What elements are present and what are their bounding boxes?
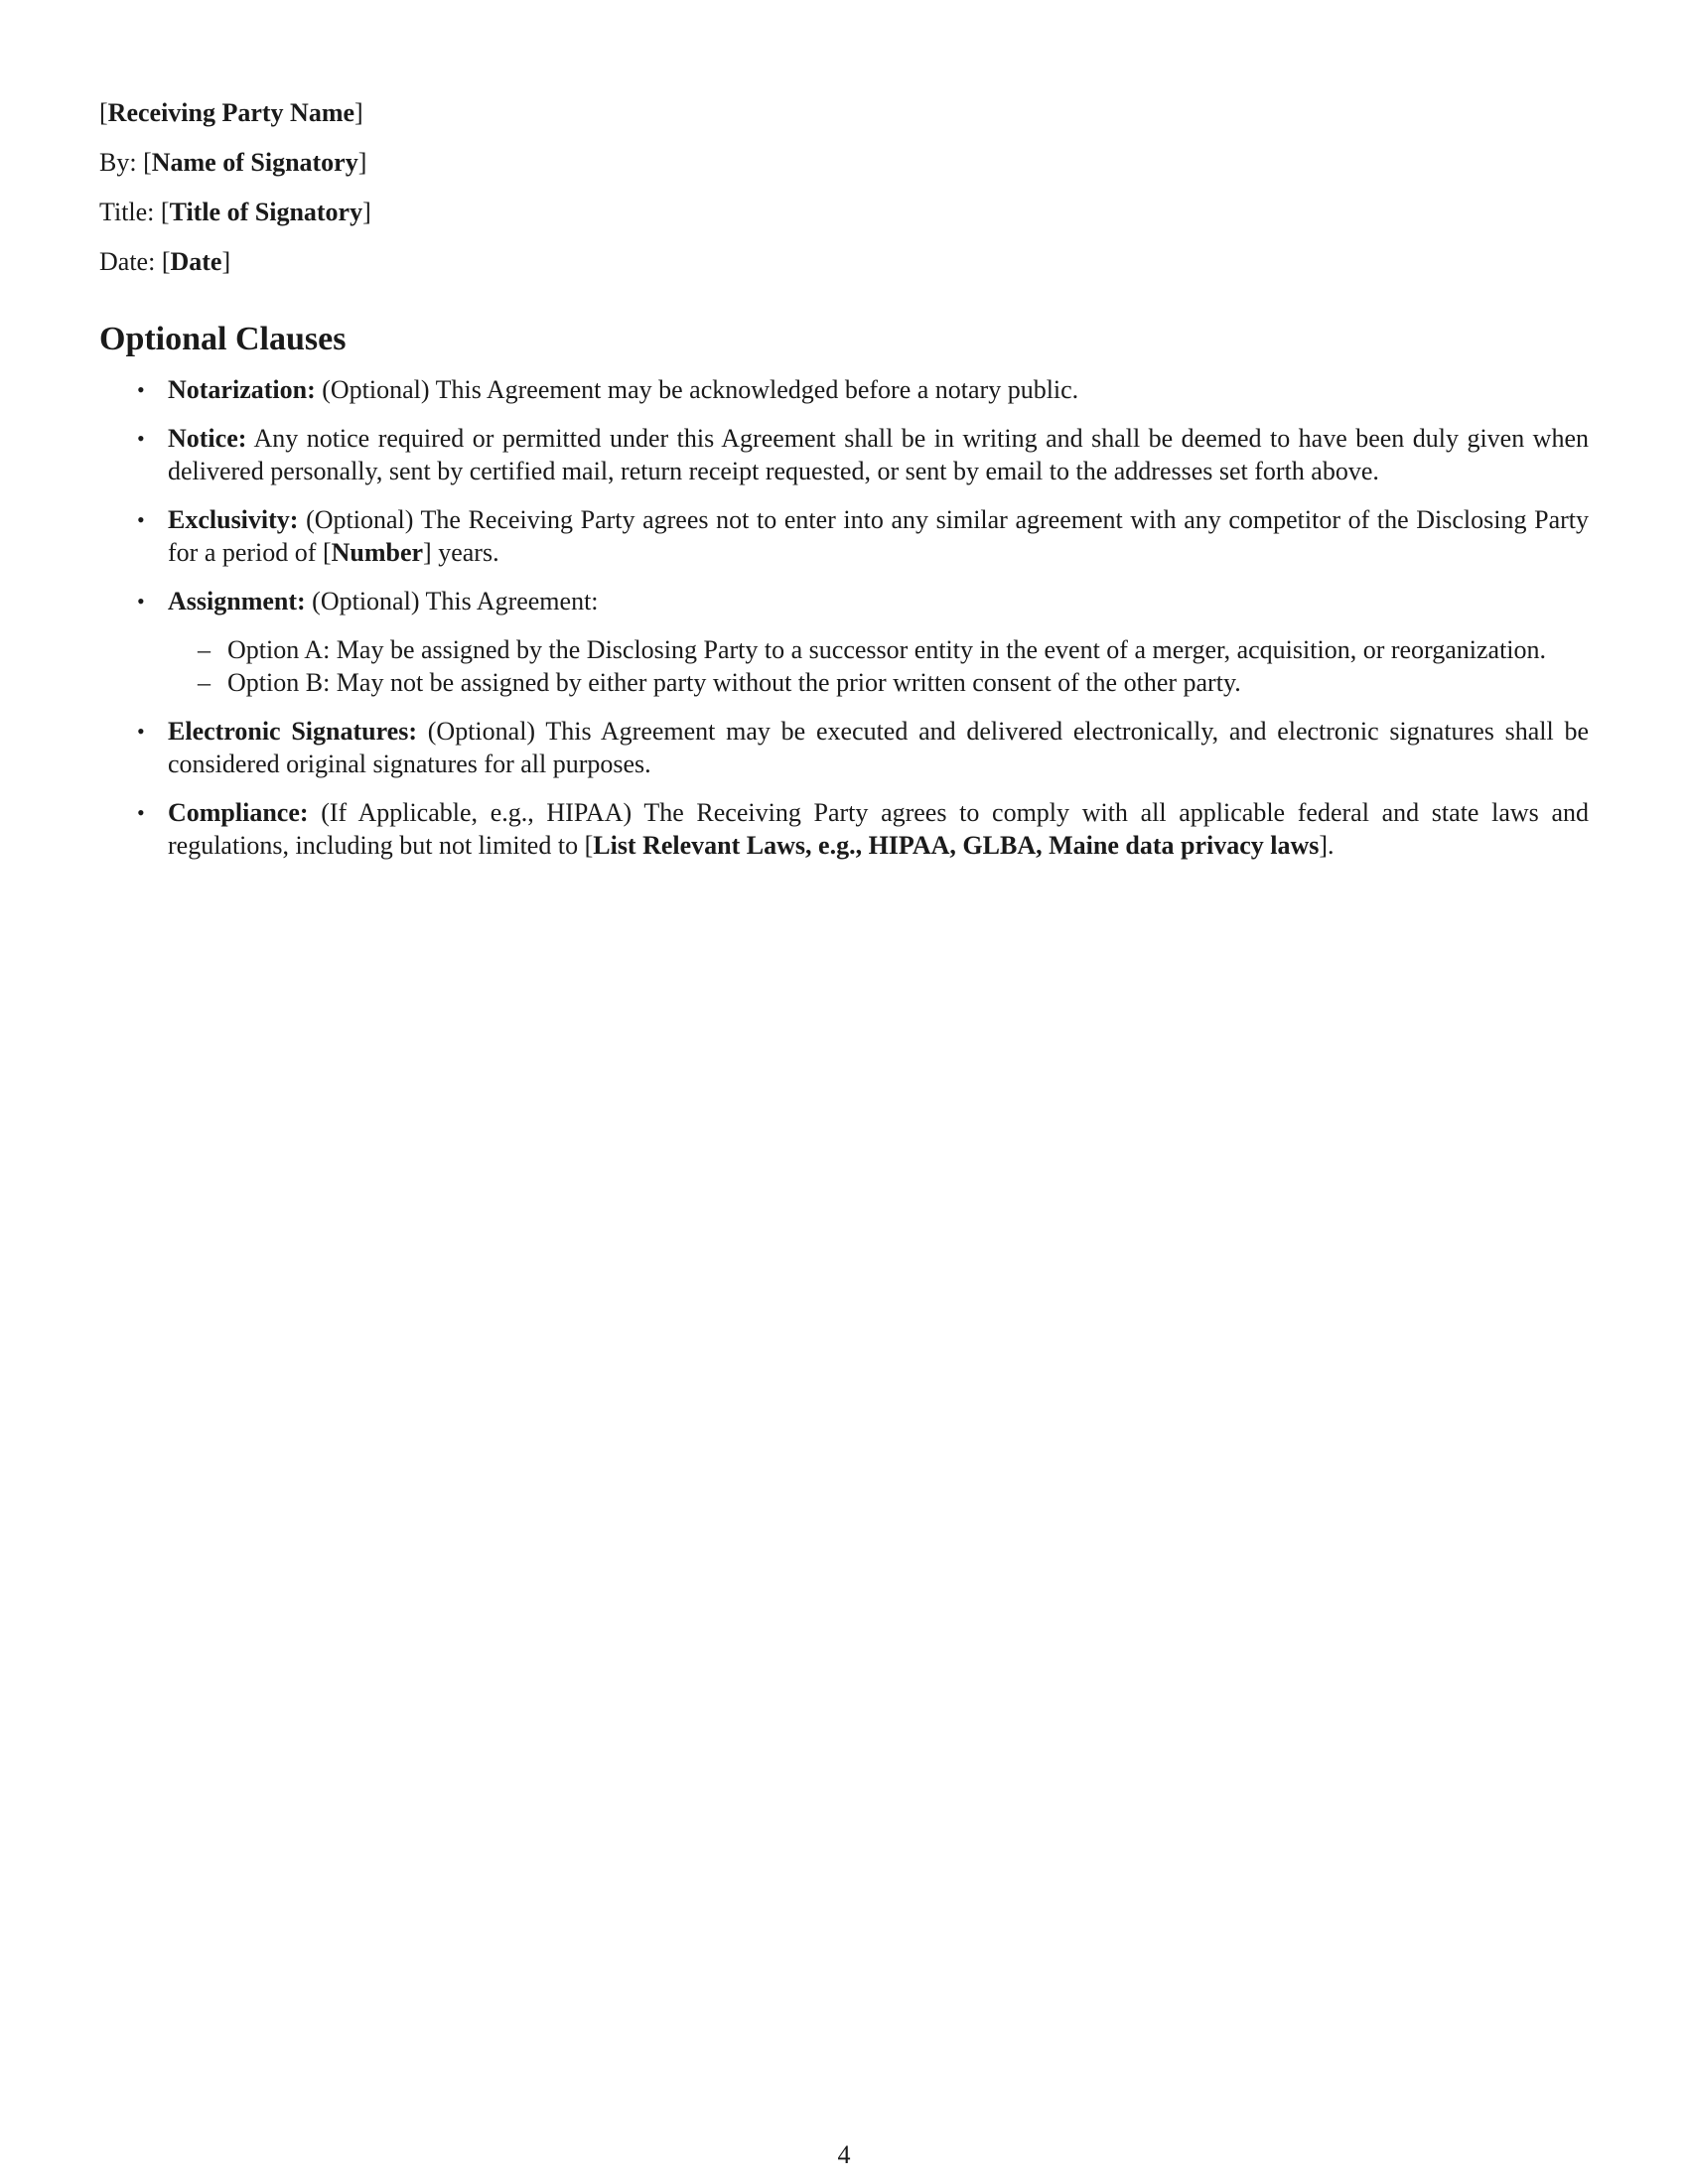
clause-list xyxy=(99,373,1589,862)
signatory-title-placeholder: Title of Signatory xyxy=(169,198,363,226)
assignment-option-b xyxy=(168,666,1589,699)
bullet-icon: • xyxy=(137,377,145,402)
clause-compliance: • Compliance: (If Applicable, e.g., HIPAA) The Receiving Party agrees to comply with all applicable federal and state laws and regulations, including but not limited to [List Relevant Laws, e.g., HIPAA, GLBA, Maine data privacy laws]. xyxy=(137,798,1590,860)
clause-text-after: . xyxy=(1328,831,1335,860)
clause-text: Any notice required or permitted under this Agreement shall be in writing and shall be deemed to have been duly given when delivered personally, sent by certified mail, return receipt requested, or sent by email to the addresses set forth above. xyxy=(168,424,1589,485)
assignment-option-a xyxy=(168,633,1589,666)
clause-label: Notarization: xyxy=(168,375,316,404)
clause-text: (Optional) This Agreement may be acknowledged before a notary public. xyxy=(322,375,1079,404)
signature-party-name: [Receiving Party Name] xyxy=(99,98,363,127)
clause-label: Compliance: xyxy=(168,798,309,827)
clause-label: Assignment: xyxy=(168,587,306,615)
date-placeholder: Date xyxy=(170,247,222,276)
clause-electronic-signatures xyxy=(99,715,1589,780)
bullet-icon: • xyxy=(137,426,145,451)
by-label: By: xyxy=(99,148,137,177)
option-text: Option B: May not be assigned by either party without the prior written consent of the other party. xyxy=(227,668,1241,697)
clause-text-after: years. xyxy=(438,538,499,567)
option-text: Option A: May be assigned by the Disclosing Party to a successor entity in the event of a merger, acquisition, or reorganization. xyxy=(227,635,1547,664)
signature-date-line: Date: [Date] xyxy=(99,247,231,276)
dash-icon: – xyxy=(198,635,211,664)
clause-label: Notice: xyxy=(168,424,247,453)
document-page xyxy=(99,95,1589,878)
laws-placeholder: List Relevant Laws, e.g., HIPAA, GLBA, Maine data privacy laws xyxy=(593,831,1320,860)
clause-notice xyxy=(99,422,1589,487)
dash-icon: – xyxy=(198,668,211,697)
clause-text: (Optional) This Agreement: xyxy=(312,587,599,615)
clause-label: Electronic Signatures: xyxy=(168,717,417,746)
clause-exclusivity: • Exclusivity: (Optional) The Receiving Party agrees not to enter into any similar agreement with any competitor of the Disclosing Party for a period of [Number] years. xyxy=(137,505,1589,567)
bullet-icon: • xyxy=(137,800,145,825)
clause-text: (If Applicable, e.g., HIPAA) The Receiving Party agrees to comply with all applicable federal and state laws and regulations, including but not limited to xyxy=(168,798,1590,860)
number-placeholder: Number xyxy=(331,538,424,567)
date-label: Date: xyxy=(99,247,156,276)
clause-label: Exclusivity: xyxy=(168,505,299,534)
assignment-options xyxy=(168,633,1589,699)
clause-text: (Optional) This Agreement may be executed and delivered electronically, and electronic signatures shall be considered original signatures for all purposes. xyxy=(168,717,1590,778)
clause-assignment xyxy=(99,585,1589,699)
title-label: Title: xyxy=(99,198,155,226)
signatory-name-placeholder: Name of Signatory xyxy=(151,148,358,177)
clause-text: (Optional) The Receiving Party agrees not to enter into any similar agreement with any competitor of the Disclosing Party for a period of xyxy=(168,505,1589,567)
section-title: Optional Clauses xyxy=(99,321,347,357)
party-name-placeholder: Receiving Party Name xyxy=(107,98,355,127)
signature-title-line: Title: [Title of Signatory] xyxy=(99,198,371,226)
signature-by-line: By: [Name of Signatory] xyxy=(99,148,367,177)
clause-notarization xyxy=(99,373,1589,406)
page-number: 4 xyxy=(837,2140,851,2169)
bullet-icon: • xyxy=(137,589,145,614)
bullet-icon: • xyxy=(137,719,145,744)
bullet-icon: • xyxy=(137,507,145,532)
